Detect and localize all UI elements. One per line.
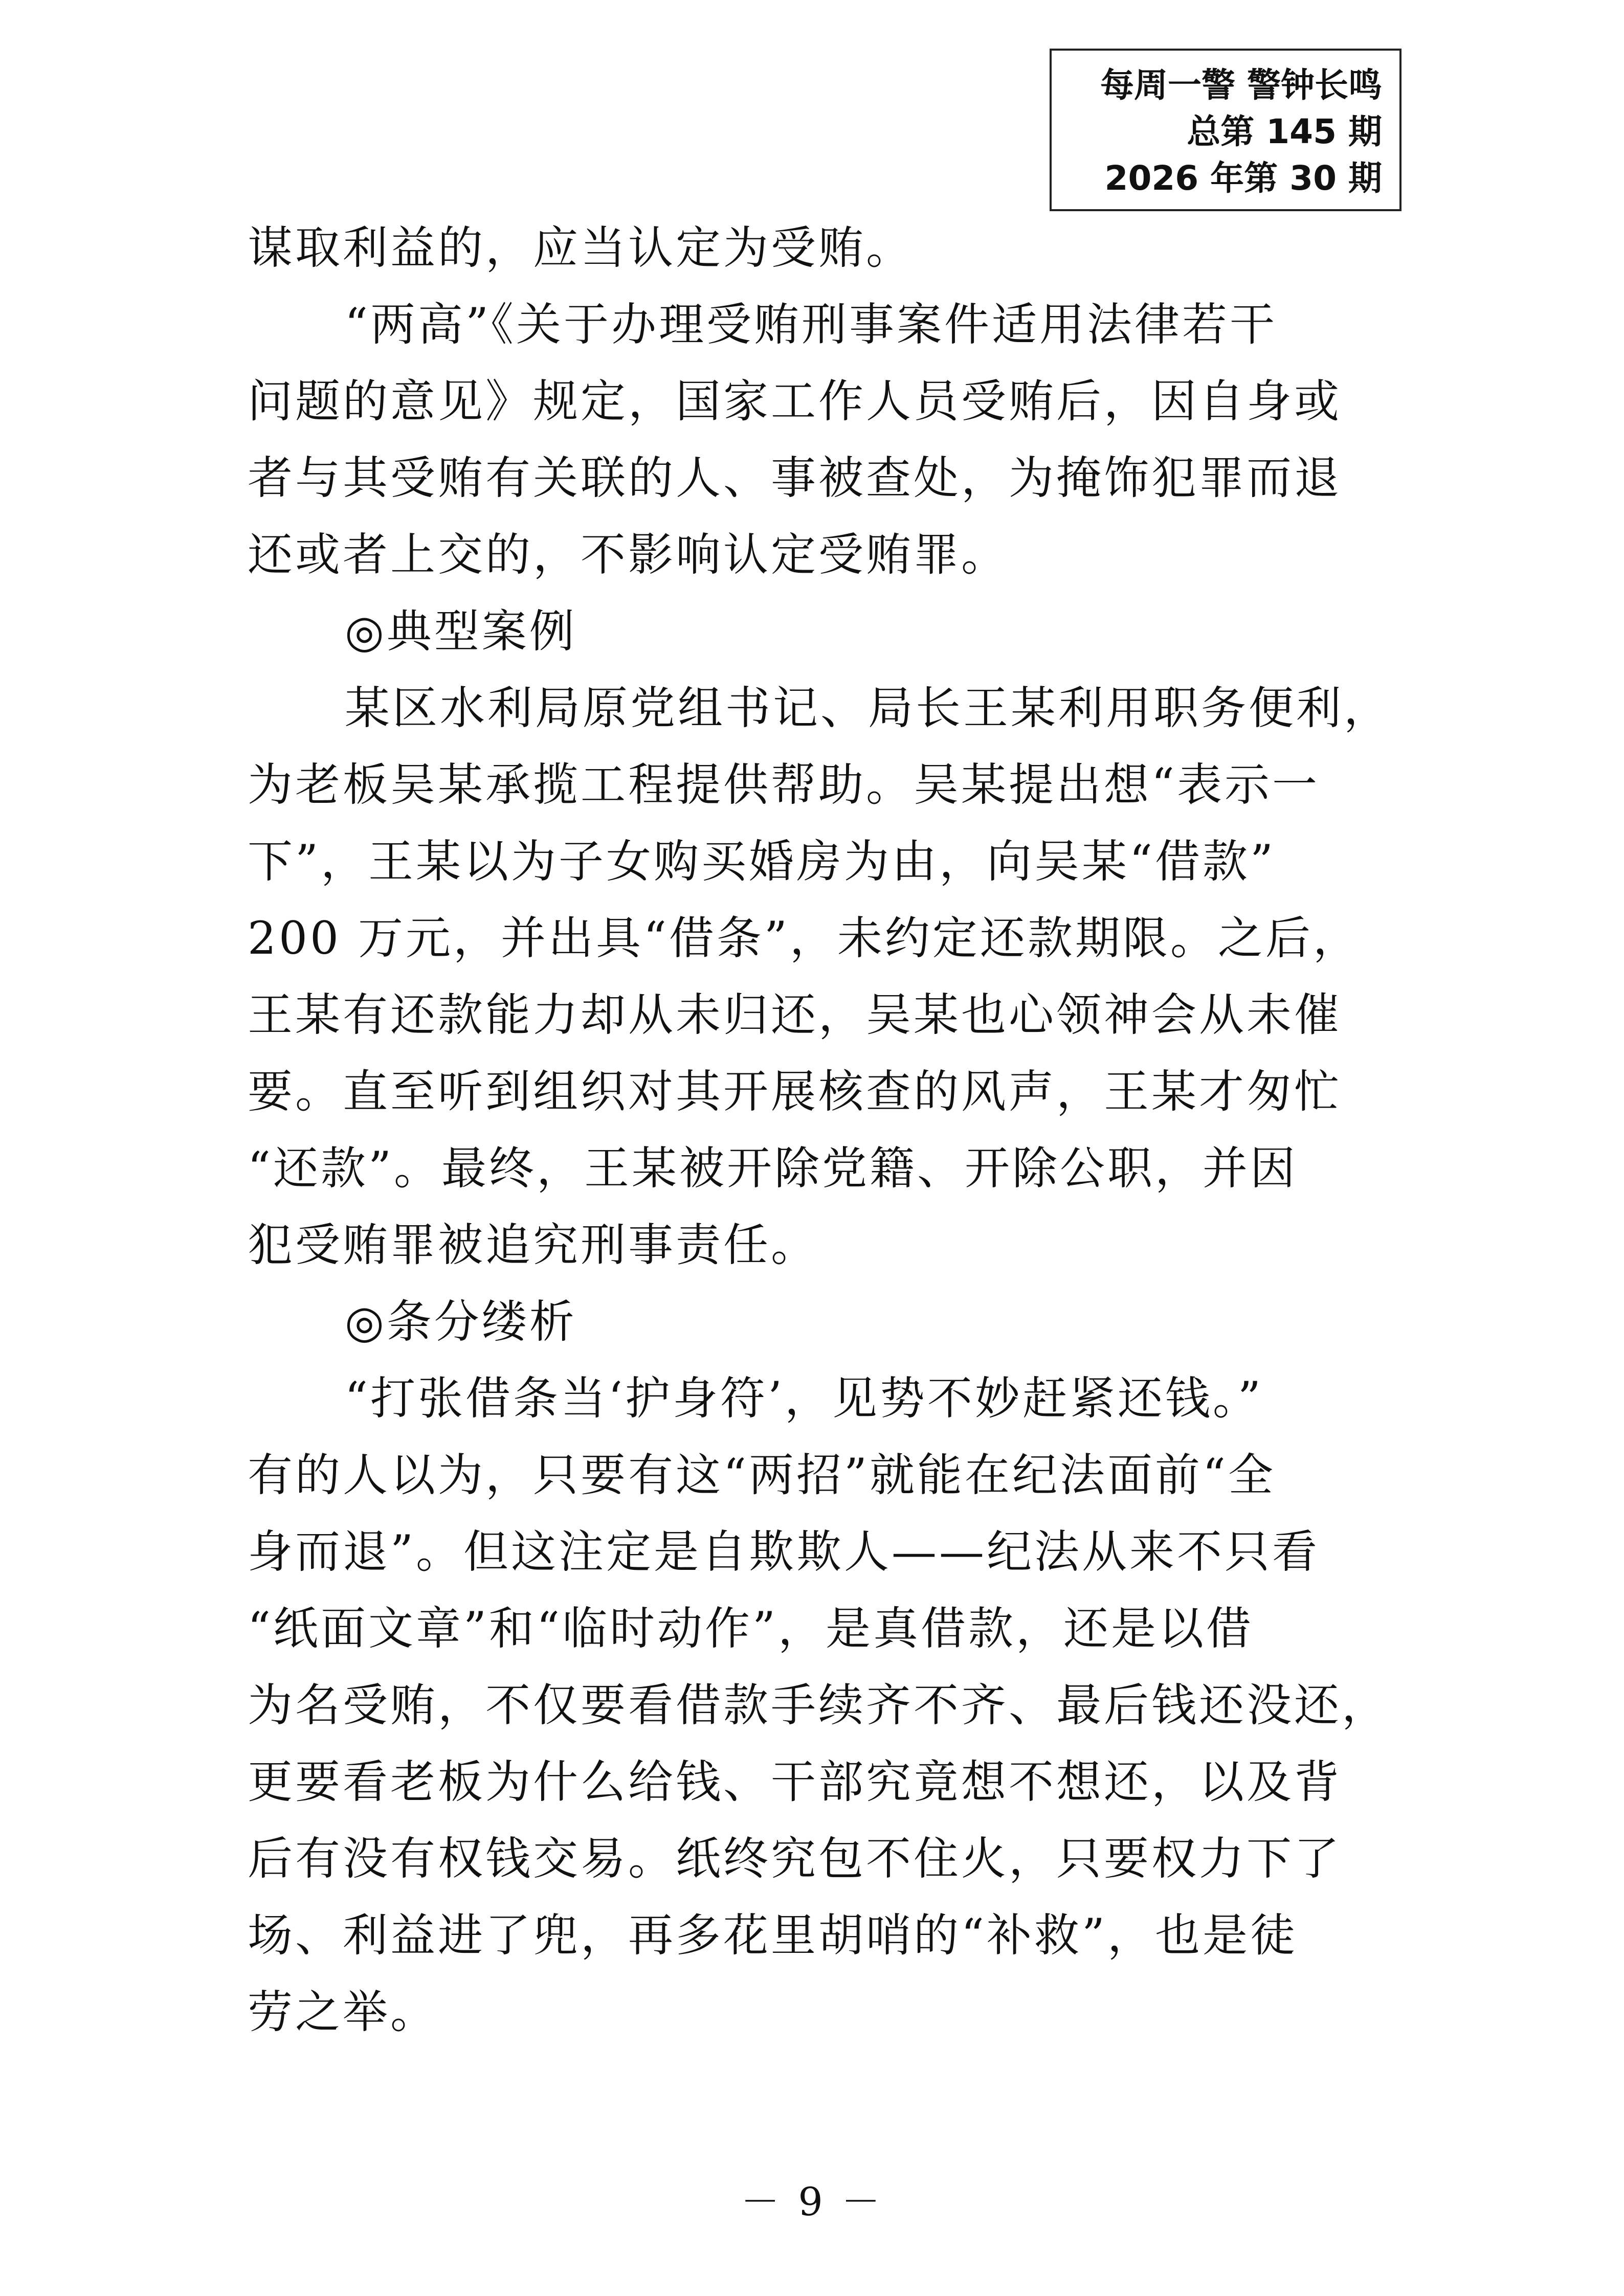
issue-header-box xyxy=(1050,49,1401,211)
body-line: “纸面文章”和“临时动作”，是真借款，还是以借 xyxy=(248,1602,1254,1655)
body-line: 还或者上交的，不影响认定受贿罪。 xyxy=(248,528,1009,581)
body-line: “打张借条当‘护身符’，见势不妙赶紧还钱。” xyxy=(345,1372,1263,1425)
body-line: 200 万元，并出具“借条”，未约定还款期限。之后， xyxy=(248,912,1361,964)
header-slogan: 每周一警 警钟长鸣 xyxy=(1100,65,1382,105)
body-line: 更要看老板为什么给钱、干部究竟想不想还，以及背 xyxy=(248,1755,1342,1808)
body-line: 某区水利局原党组书记、局长王某利用职务便利， xyxy=(345,682,1392,734)
section-heading-typical-case: ◎典型案例 xyxy=(345,605,577,658)
body-line: 为名受贿，不仅要看借款手续齐不齐、最后钱还没还， xyxy=(248,1679,1390,1731)
body-line: 下”，王某以为子女购买婚房为由，向吴某“借款” xyxy=(248,835,1276,888)
body-line: 为老板吴某承揽工程提供帮助。吴某提出想“表示一 xyxy=(248,758,1320,811)
body-line: “两高”《关于办理受贿刑事案件适用法律若干 xyxy=(345,298,1277,351)
page-number: － 9 － xyxy=(741,2179,883,2224)
body-line: 犯受贿罪被追究刑事责任。 xyxy=(248,1219,819,1271)
document-body xyxy=(248,210,1393,2051)
header-total-issue: 总第 145 期 xyxy=(1187,112,1382,151)
body-line: 劳之举。 xyxy=(248,1986,438,2038)
section-heading-analysis: ◎条分缕析 xyxy=(345,1295,577,1348)
body-line: 后有没有权钱交易。纸终究包不住火，只要权力下了 xyxy=(248,1832,1342,1885)
body-line: 谋取利益的，应当认定为受贿。 xyxy=(248,221,914,274)
header-year-issue: 2026 年第 30 期 xyxy=(1104,159,1382,198)
body-line: 者与其受贿有关联的人、事被查处，为掩饰犯罪而退 xyxy=(248,452,1342,504)
body-line: 王某有还款能力却从未归还，吴某也心领神会从未催 xyxy=(248,988,1342,1041)
body-line: “还款”。最终，王某被开除党籍、开除公职，并因 xyxy=(248,1142,1298,1195)
body-line: 场、利益进了兜，再多花里胡哨的“补救”，也是徒 xyxy=(248,1909,1298,1962)
body-line: 要。直至听到组织对其开展核查的风声，王某才匆忙 xyxy=(248,1065,1342,1118)
body-line: 有的人以为，只要有这“两招”就能在纪法面前“全 xyxy=(248,1449,1276,1501)
body-line: 问题的意见》规定，国家工作人员受贿后，因自身或 xyxy=(248,375,1342,427)
body-line: 身而退”。但这注定是自欺欺人——纪法从来不只看 xyxy=(248,1525,1320,1578)
